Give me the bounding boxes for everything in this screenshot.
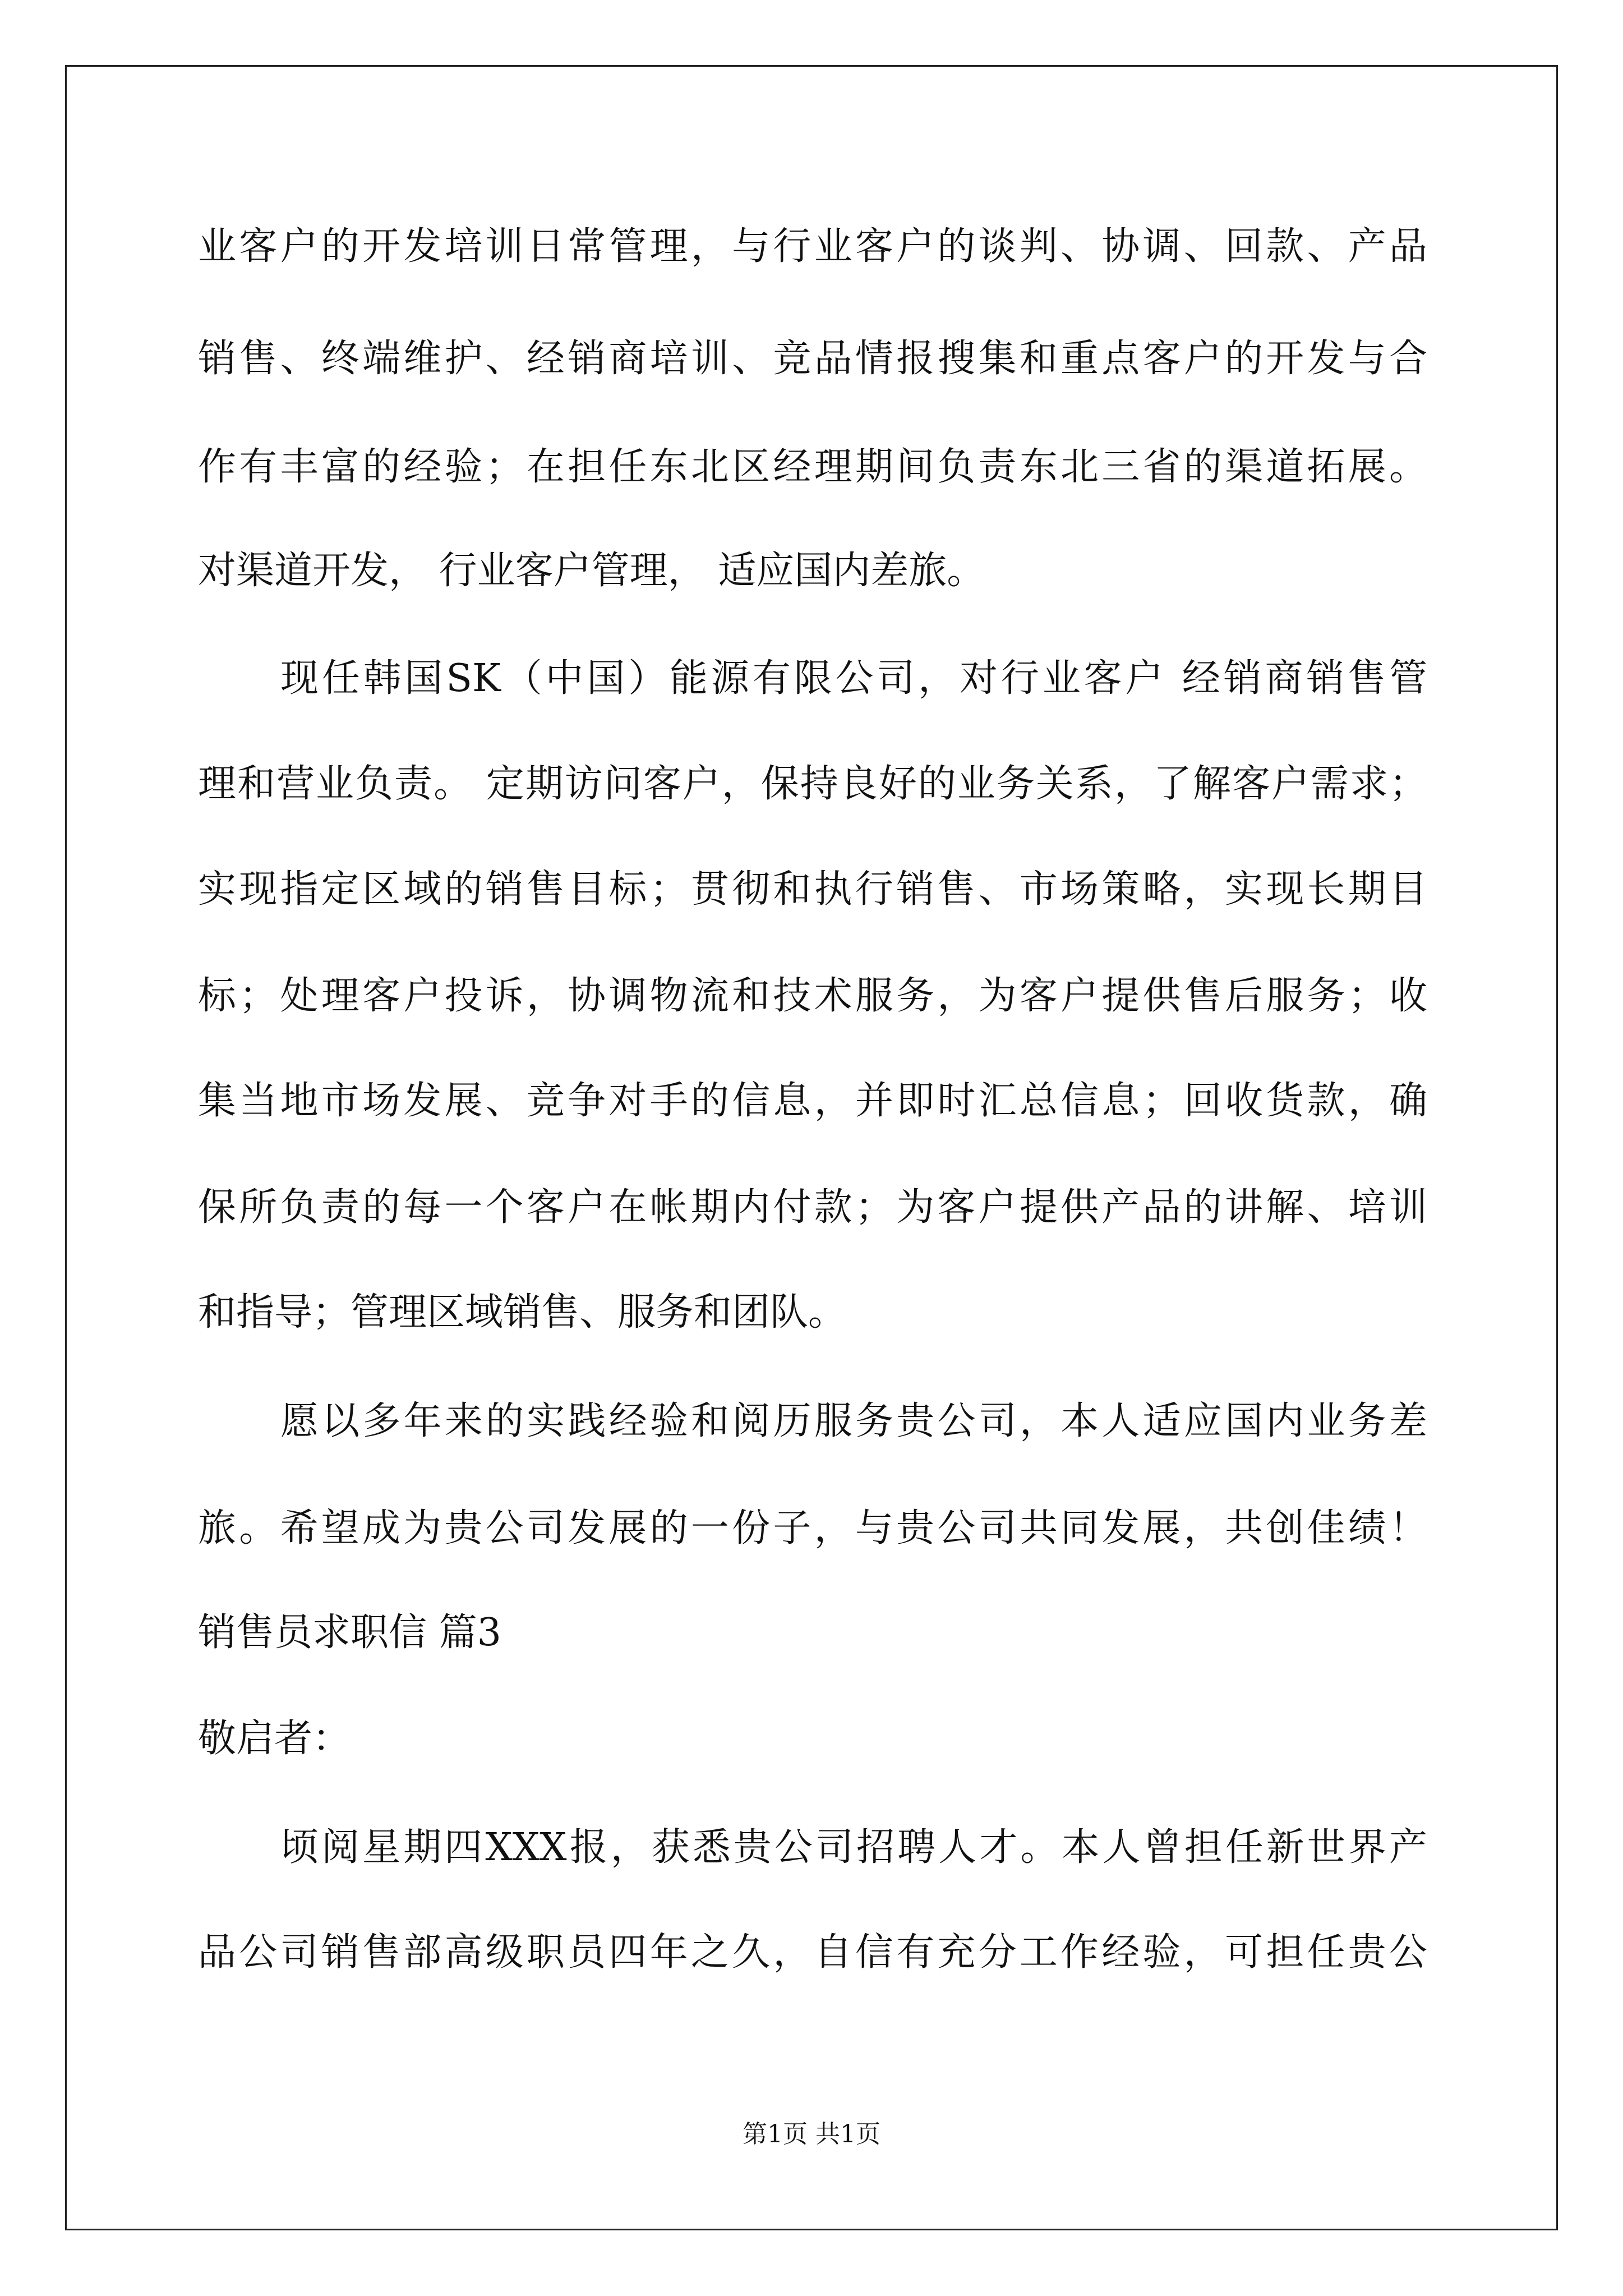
text-line: 业客户的开发培训日常管理，与行业客户的谈判、协调、回款、产品 xyxy=(198,224,1427,269)
text-line: 愿以多年来的实践经验和阅历服务贵公司，本人适应国内业务差 xyxy=(280,1399,1427,1443)
page-border xyxy=(65,65,1558,2230)
text-line: 品公司销售部高级职员四年之久，自信有充分工作经验，可担任贵公 xyxy=(198,1930,1427,1975)
page-footer: 第1页 共1页 xyxy=(743,2120,880,2148)
text-line: 集当地市场发展、竞争对手的信息，并即时汇总信息；回收货款，确 xyxy=(198,1079,1427,1123)
text-line: 实现指定区域的销售目标；贯彻和执行销售、市场策略，实现长期目 xyxy=(198,867,1427,912)
text-line: 保所负责的每一个客户在帐期内付款；为客户提供产品的讲解、培训 xyxy=(198,1185,1427,1230)
text-line: 理和营业负责。 定期访问客户，保持良好的业务关系，了解客户需求； xyxy=(198,762,1427,806)
text-line: 旅。希望成为贵公司发展的一份子，与贵公司共同发展，共创佳绩！ xyxy=(198,1506,1427,1550)
text-line: 现任韩国SK（中国）能源有限公司，对行业客户 经销商销售管 xyxy=(280,656,1427,701)
text-line: 和指导；管理区域销售、服务和团队。 xyxy=(198,1290,847,1335)
text-line: 对渠道开发， 行业客户管理， 适应国内差旅。 xyxy=(198,549,985,593)
text-line: 作有丰富的经验；在担任东北区经理期间负责东北三省的渠道拓展。 xyxy=(198,445,1427,489)
text-line: 销售、终端维护、经销商培训、竞品情报搜集和重点客户的开发与合 xyxy=(198,337,1427,381)
salutation: 敬启者： xyxy=(198,1717,351,1761)
text-line: 标；处理客户投诉，协调物流和技术服务，为客户提供售后服务；收 xyxy=(198,974,1427,1018)
text-line: 顷阅星期四XXX报，获悉贵公司招聘人才。本人曾担任新世界产 xyxy=(280,1825,1427,1870)
section-heading: 销售员求职信 篇3 xyxy=(198,1611,501,1655)
